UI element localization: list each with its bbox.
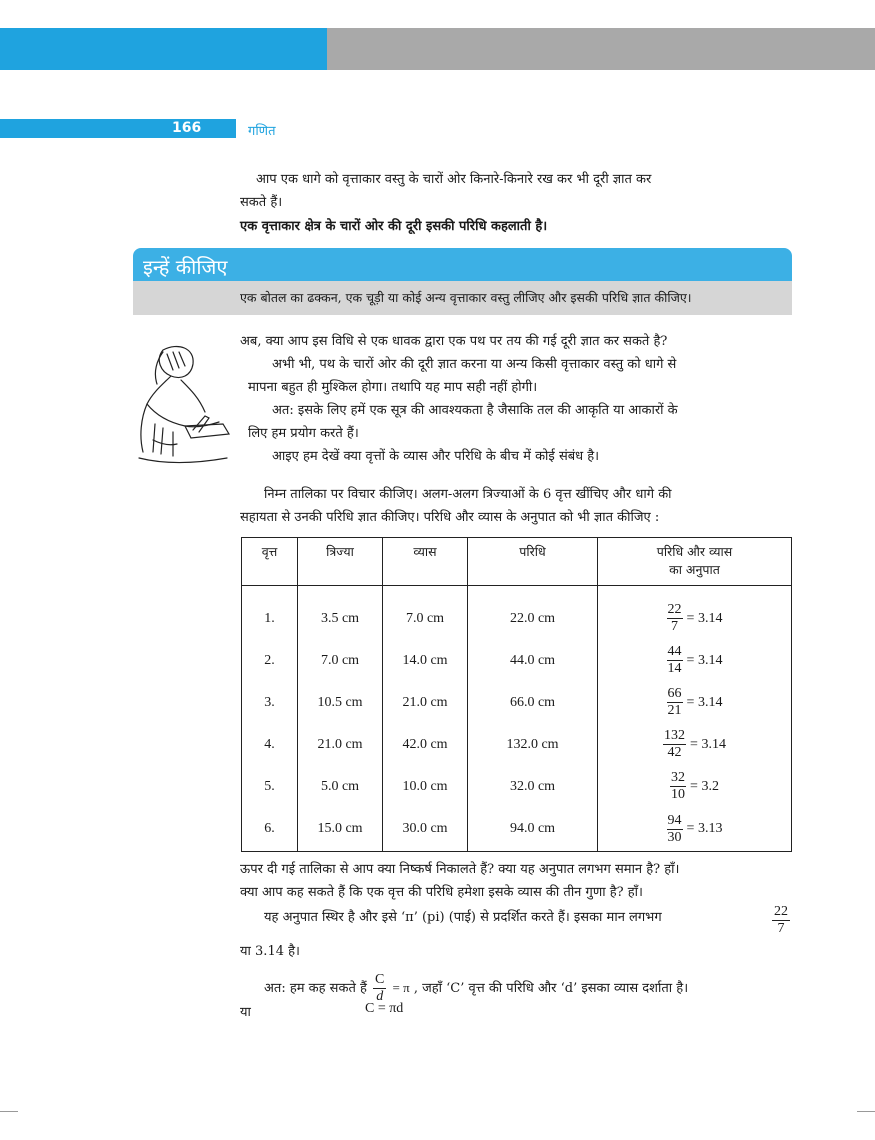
- formula-lead-text: अत: हम कह सकते हैं: [264, 981, 367, 996]
- try-box-text: एक बोतल का ढक्कन, एक चूड़ी या कोई अन्य वृत्ताकार वस्तु लीजिए और इसकी परिधि ज्ञात कीजिए।: [240, 290, 692, 305]
- ratio-expression: [667, 644, 723, 677]
- cell-circumference: 66.0 cm: [468, 682, 598, 724]
- intro-line-2: सकते हैं।: [240, 195, 283, 210]
- cell-ratio: [598, 586, 792, 640]
- formula-tail-text: , जहाँ ‘C’ वृत्त की परिधि और ‘d’ इसका व्यास दर्शाता है।: [413, 981, 689, 996]
- ratio-numerator: 22: [667, 602, 682, 618]
- runner-line-5: लिए हम प्रयोग करते हैं।: [248, 426, 359, 441]
- ratio-denominator: 42: [667, 745, 682, 760]
- student-writing-illustration: [133, 340, 233, 472]
- header-ratio-line-1: परिधि और व्यास: [656, 544, 733, 559]
- ratio-denominator: 30: [667, 829, 682, 845]
- try-box-header: [133, 248, 792, 281]
- cell-ratio: [598, 682, 792, 724]
- cell-circle-no: 4.: [242, 724, 298, 766]
- ratio-expression: [667, 813, 723, 846]
- cell-radius: 7.0 cm: [298, 640, 383, 682]
- crop-mark-right: [857, 1111, 875, 1112]
- ratio-expression: [663, 728, 726, 761]
- ratio-denominator: 10: [671, 787, 686, 802]
- cell-radius: 3.5 cm: [298, 586, 383, 640]
- crop-mark-left: [0, 1111, 18, 1112]
- cell-radius: 5.0 cm: [298, 766, 383, 808]
- runner-line-1: अब, क्या आप इस विधि से एक धावक द्वारा एक पथ पर तय की गई दूरी ज्ञात कर सकते है?: [240, 334, 668, 349]
- pi-definition-line: [240, 906, 792, 929]
- ratio-numerator: 132: [664, 728, 686, 743]
- cell-circumference: 132.0 cm: [468, 724, 598, 766]
- table-row: [242, 724, 792, 766]
- cell-circumference: 94.0 cm: [468, 808, 598, 852]
- cell-ratio: [598, 808, 792, 852]
- cell-diameter: 42.0 cm: [383, 724, 468, 766]
- runner-paragraph: [240, 330, 792, 468]
- ratio-denominator: 21: [667, 703, 682, 718]
- table-row: [242, 586, 792, 640]
- ratio-numerator: 32: [671, 770, 686, 785]
- ratio-expression: [670, 770, 719, 803]
- cell-circle-no: 6.: [242, 808, 298, 852]
- header-radius: त्रिज्या: [298, 538, 383, 586]
- ratio-denominator: 14: [667, 661, 682, 676]
- ratio-value: = 3.14: [690, 736, 726, 752]
- ratio-fraction: [670, 770, 686, 803]
- runner-line-4: अत: इसके लिए हमें एक सूत्र की आवश्यकता है जैसाकि तल की आकृति या आकारों के: [272, 403, 678, 418]
- ratio-fraction: [663, 728, 686, 761]
- cell-ratio: [598, 724, 792, 766]
- runner-line-6: आइए हम देखें क्या वृत्तों के व्यास और परिधि के बीच में कोई संबंध है।: [272, 449, 600, 464]
- ratio-value: = 3.2: [690, 778, 719, 794]
- cell-circle-no: 1.: [242, 586, 298, 640]
- top-band-blue: [0, 28, 327, 70]
- header-circle: वृत्त: [242, 538, 298, 586]
- or-label: या: [240, 1005, 251, 1020]
- ratio-fraction: [667, 813, 683, 846]
- equals-pi: = π: [392, 980, 410, 995]
- cell-diameter: 7.0 cm: [383, 586, 468, 640]
- ratio-expression: [667, 602, 723, 635]
- c-numerator: C: [375, 972, 385, 987]
- intro-paragraph: [240, 168, 792, 214]
- cell-diameter: 21.0 cm: [383, 682, 468, 724]
- cell-diameter: 14.0 cm: [383, 640, 468, 682]
- conclusion-line-2: क्या आप कह सकते हैं कि एक वृत्त की परिधि हमेशा इसके व्यास की तीन गुणा है? हाँ।: [240, 885, 643, 900]
- d-denominator: d: [376, 989, 384, 1004]
- table-header-row: [242, 538, 792, 586]
- ratio-value: = 3.13: [686, 821, 723, 837]
- ratio-value: = 3.14: [686, 652, 723, 668]
- cell-circle-no: 3.: [242, 682, 298, 724]
- header-diameter: व्यास: [383, 538, 468, 586]
- top-band-gray: [327, 28, 875, 70]
- cell-ratio: [598, 766, 792, 808]
- runner-line-3: मापना बहुत ही मुश्किल होगा। तथापि यह माप सही नहीं होगी।: [248, 380, 538, 395]
- cell-diameter: 10.0 cm: [383, 766, 468, 808]
- ratio-value: = 3.14: [686, 610, 723, 626]
- conclusion-line-1: ऊपर दी गई तालिका से आप क्या निष्कर्ष निकालते हैं? क्या यह अनुपात लगभग समान है? हाँ।: [240, 862, 680, 877]
- fraction-numerator: 22: [774, 904, 788, 919]
- table-body: [242, 586, 792, 852]
- circle-ratio-table: [241, 537, 792, 852]
- ratio-expression: [667, 686, 723, 719]
- pi-definition-text: यह अनुपात स्थिर है और इसे ‘π’ (pi) (पाई) से प्रदर्शित करते हैं। इसका मान लगभग: [264, 910, 662, 925]
- ratio-numerator: 66: [667, 686, 682, 701]
- fraction-denominator: 7: [777, 921, 785, 936]
- cell-circle-no: 2.: [242, 640, 298, 682]
- twenty-two-sevenths-fraction: [772, 904, 790, 937]
- page-number: 166: [172, 120, 202, 136]
- cell-ratio: [598, 640, 792, 682]
- pi-approx-line: या 3.14 है।: [240, 944, 300, 959]
- ratio-numerator: 44: [667, 644, 682, 659]
- ratio-denominator: 7: [671, 619, 679, 635]
- table-intro-paragraph: [240, 483, 792, 529]
- conclusion-paragraph: [240, 858, 792, 904]
- table-row: [242, 766, 792, 808]
- table-row: [242, 682, 792, 724]
- table-row: [242, 808, 792, 852]
- header-circumference: परिधि: [468, 538, 598, 586]
- ratio-fraction: [667, 644, 683, 677]
- ratio-value: = 3.14: [686, 694, 723, 710]
- intro-line-1: आप एक धागे को वृत्ताकार वस्तु के चारों ओर किनारे-किनारे रख कर भी दूरी ज्ञात कर: [256, 172, 652, 187]
- cell-circumference: 32.0 cm: [468, 766, 598, 808]
- table-intro-line-1: निम्न तालिका पर विचार कीजिए। अलग-अलग त्रिज्याओं के 6 वृत्त खींचिए और धागे की: [264, 487, 672, 502]
- circumference-definition: एक वृत्ताकार क्षेत्र के चारों ओर की दूरी इसकी परिधि कहलाती है।: [240, 219, 548, 234]
- table-row: [242, 640, 792, 682]
- header-ratio: [598, 538, 792, 586]
- cell-radius: 10.5 cm: [298, 682, 383, 724]
- header-ratio-line-2: का अनुपात: [669, 562, 720, 577]
- try-box-title: इन्हें कीजिए: [143, 255, 228, 279]
- cell-radius: 15.0 cm: [298, 808, 383, 852]
- ratio-fraction: [667, 686, 683, 719]
- runner-line-2: अभी भी, पथ के चारों ओर की दूरी ज्ञात करना या अन्य किसी वृत्ताकार वस्तु को धागे से: [272, 357, 677, 372]
- ratio-fraction: [667, 602, 683, 635]
- cell-circle-no: 5.: [242, 766, 298, 808]
- subject-title: गणित: [248, 124, 276, 139]
- formula-explanation-line: [240, 972, 792, 1005]
- cell-radius: 21.0 cm: [298, 724, 383, 766]
- cell-circumference: 44.0 cm: [468, 640, 598, 682]
- cell-circumference: 22.0 cm: [468, 586, 598, 640]
- table-intro-line-2: सहायता से उनकी परिधि ज्ञात कीजिए। परिधि और व्यास के अनुपात को भी ज्ञात कीजिए :: [240, 510, 660, 525]
- circumference-formula: C = πd: [365, 1001, 404, 1016]
- cell-diameter: 30.0 cm: [383, 808, 468, 852]
- ratio-numerator: 94: [667, 812, 682, 828]
